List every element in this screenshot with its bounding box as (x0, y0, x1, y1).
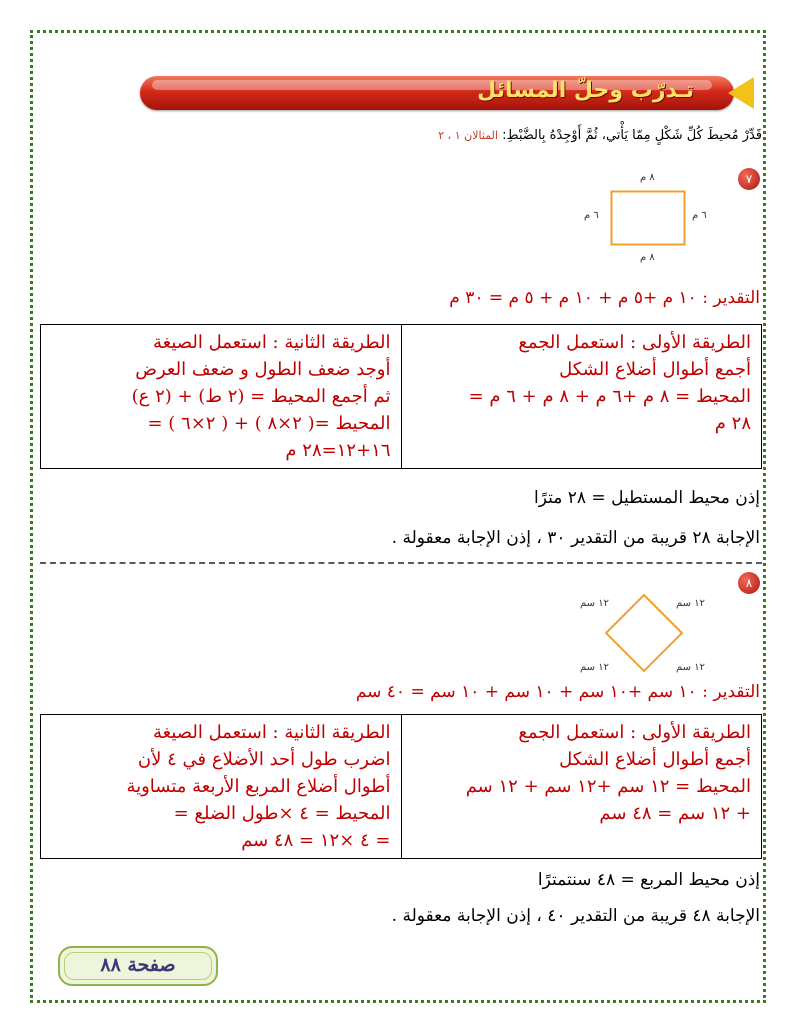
method-2-line-4: ١٦+١٢=٢٨ م (285, 440, 391, 461)
method-2-line-1: أوجد ضعف الطول و ضعف العرض (135, 359, 391, 380)
problem-7-number-badge: ٧ (738, 168, 760, 190)
section-title: تـدرّب وحلّ المسائل (477, 78, 694, 103)
problem-7-estimate: التقدير : ١٠ م +٥ م + ١٠ م + ٥ م = ٣٠ م (449, 288, 760, 308)
method-1-title: الطريقة الأولى : استعمل الجمع (518, 722, 751, 743)
method-2-line-2: أطوال أضلاع المربع الأربعة متساوية (126, 776, 391, 797)
method-1-title: الطريقة الأولى : استعمل الجمع (518, 332, 751, 353)
examples-reference: المثالان ١ ، ٢ (438, 129, 498, 142)
square-shape (604, 593, 684, 673)
problem-7-method-1 (401, 325, 762, 469)
square-label-top-left: ١٢ سم (580, 598, 609, 609)
instructions (438, 128, 762, 143)
method-2-line-3: المحيط =( ٢×٨ ) + ( ٢×٦ ) = (147, 413, 391, 434)
square-label-top-right: ١٢ سم (676, 598, 705, 609)
problem-7-conclusion: إذن محيط المستطيل = ٢٨ مترًا (534, 488, 760, 508)
rectangle-label-left: ٦ م (584, 210, 599, 221)
square-label-bottom-right: ١٢ سم (676, 662, 705, 673)
page-number: صفحة ٨٨ (100, 954, 176, 976)
problem-8-method-2 (41, 715, 402, 859)
problem-8-number-badge: ٨ (738, 572, 760, 594)
method-1-line-3: + ١٢ سم = ٤٨ سم (599, 803, 751, 824)
problem-8-check: الإجابة ٤٨ قريبة من التقدير ٤٠ ، إذن الإجابة معقولة . (391, 906, 760, 926)
rectangle-label-right: ٦ م (692, 210, 707, 221)
method-1-line-1: أجمع أطوال أضلاع الشكل (559, 749, 751, 770)
method-2-line-4: = ٤ ×١٢ = ٤٨ سم (241, 830, 391, 851)
section-banner (140, 76, 754, 110)
method-2-line-2: ثم أجمع المحيط = (٢ ط) + (٢ ع) (131, 386, 391, 407)
problem-7-methods-table (40, 324, 762, 469)
rectangle-label-bottom: ٨ م (640, 252, 655, 263)
problem-8-estimate: التقدير : ١٠ سم +١٠ سم + ١٠ سم + ١٠ سم = ٤٠ سم (355, 682, 760, 702)
method-2-line-3: المحيط = ٤ ×طول الضلع = (173, 803, 391, 824)
page-number-tag (58, 946, 218, 986)
problem-8-methods-table (40, 714, 762, 859)
banner-arrow-icon (728, 77, 754, 109)
method-1-line-2: المحيط = ١٢ سم +١٢ سم + ١٢ سم (465, 776, 751, 797)
method-2-line-1: اضرب طول أحد الأضلاع في ٤ لأن (137, 749, 391, 770)
square-label-bottom-left: ١٢ سم (580, 662, 609, 673)
rectangle-label-top: ٨ م (640, 172, 655, 183)
section-divider (40, 562, 762, 564)
method-1-line-1: أجمع أطوال أضلاع الشكل (559, 359, 751, 380)
method-1-line-3: ٢٨ م (714, 413, 751, 434)
rectangle-shape (610, 190, 686, 246)
problem-8-conclusion: إذن محيط المربع = ٤٨ سنتمترًا (537, 870, 760, 890)
problem-8-method-1 (401, 715, 762, 859)
method-2-title: الطريقة الثانية : استعمل الصيغة (153, 722, 391, 743)
method-2-title: الطريقة الثانية : استعمل الصيغة (153, 332, 391, 353)
problem-7-method-2 (41, 325, 402, 469)
method-1-line-2: المحيط = ٨ م +٦ م + ٨ م + ٦ م = (468, 386, 751, 407)
instructions-text: قَدِّرْ مُحيطَ كُلِّ شَكْلٍ مِمّا يَأْتي، ثُمَّ أَوْجِدْهُ بِالضَّبْطِ: (502, 128, 762, 143)
problem-7-check: الإجابة ٢٨ قريبة من التقدير ٣٠ ، إذن الإجابة معقولة . (391, 528, 760, 548)
